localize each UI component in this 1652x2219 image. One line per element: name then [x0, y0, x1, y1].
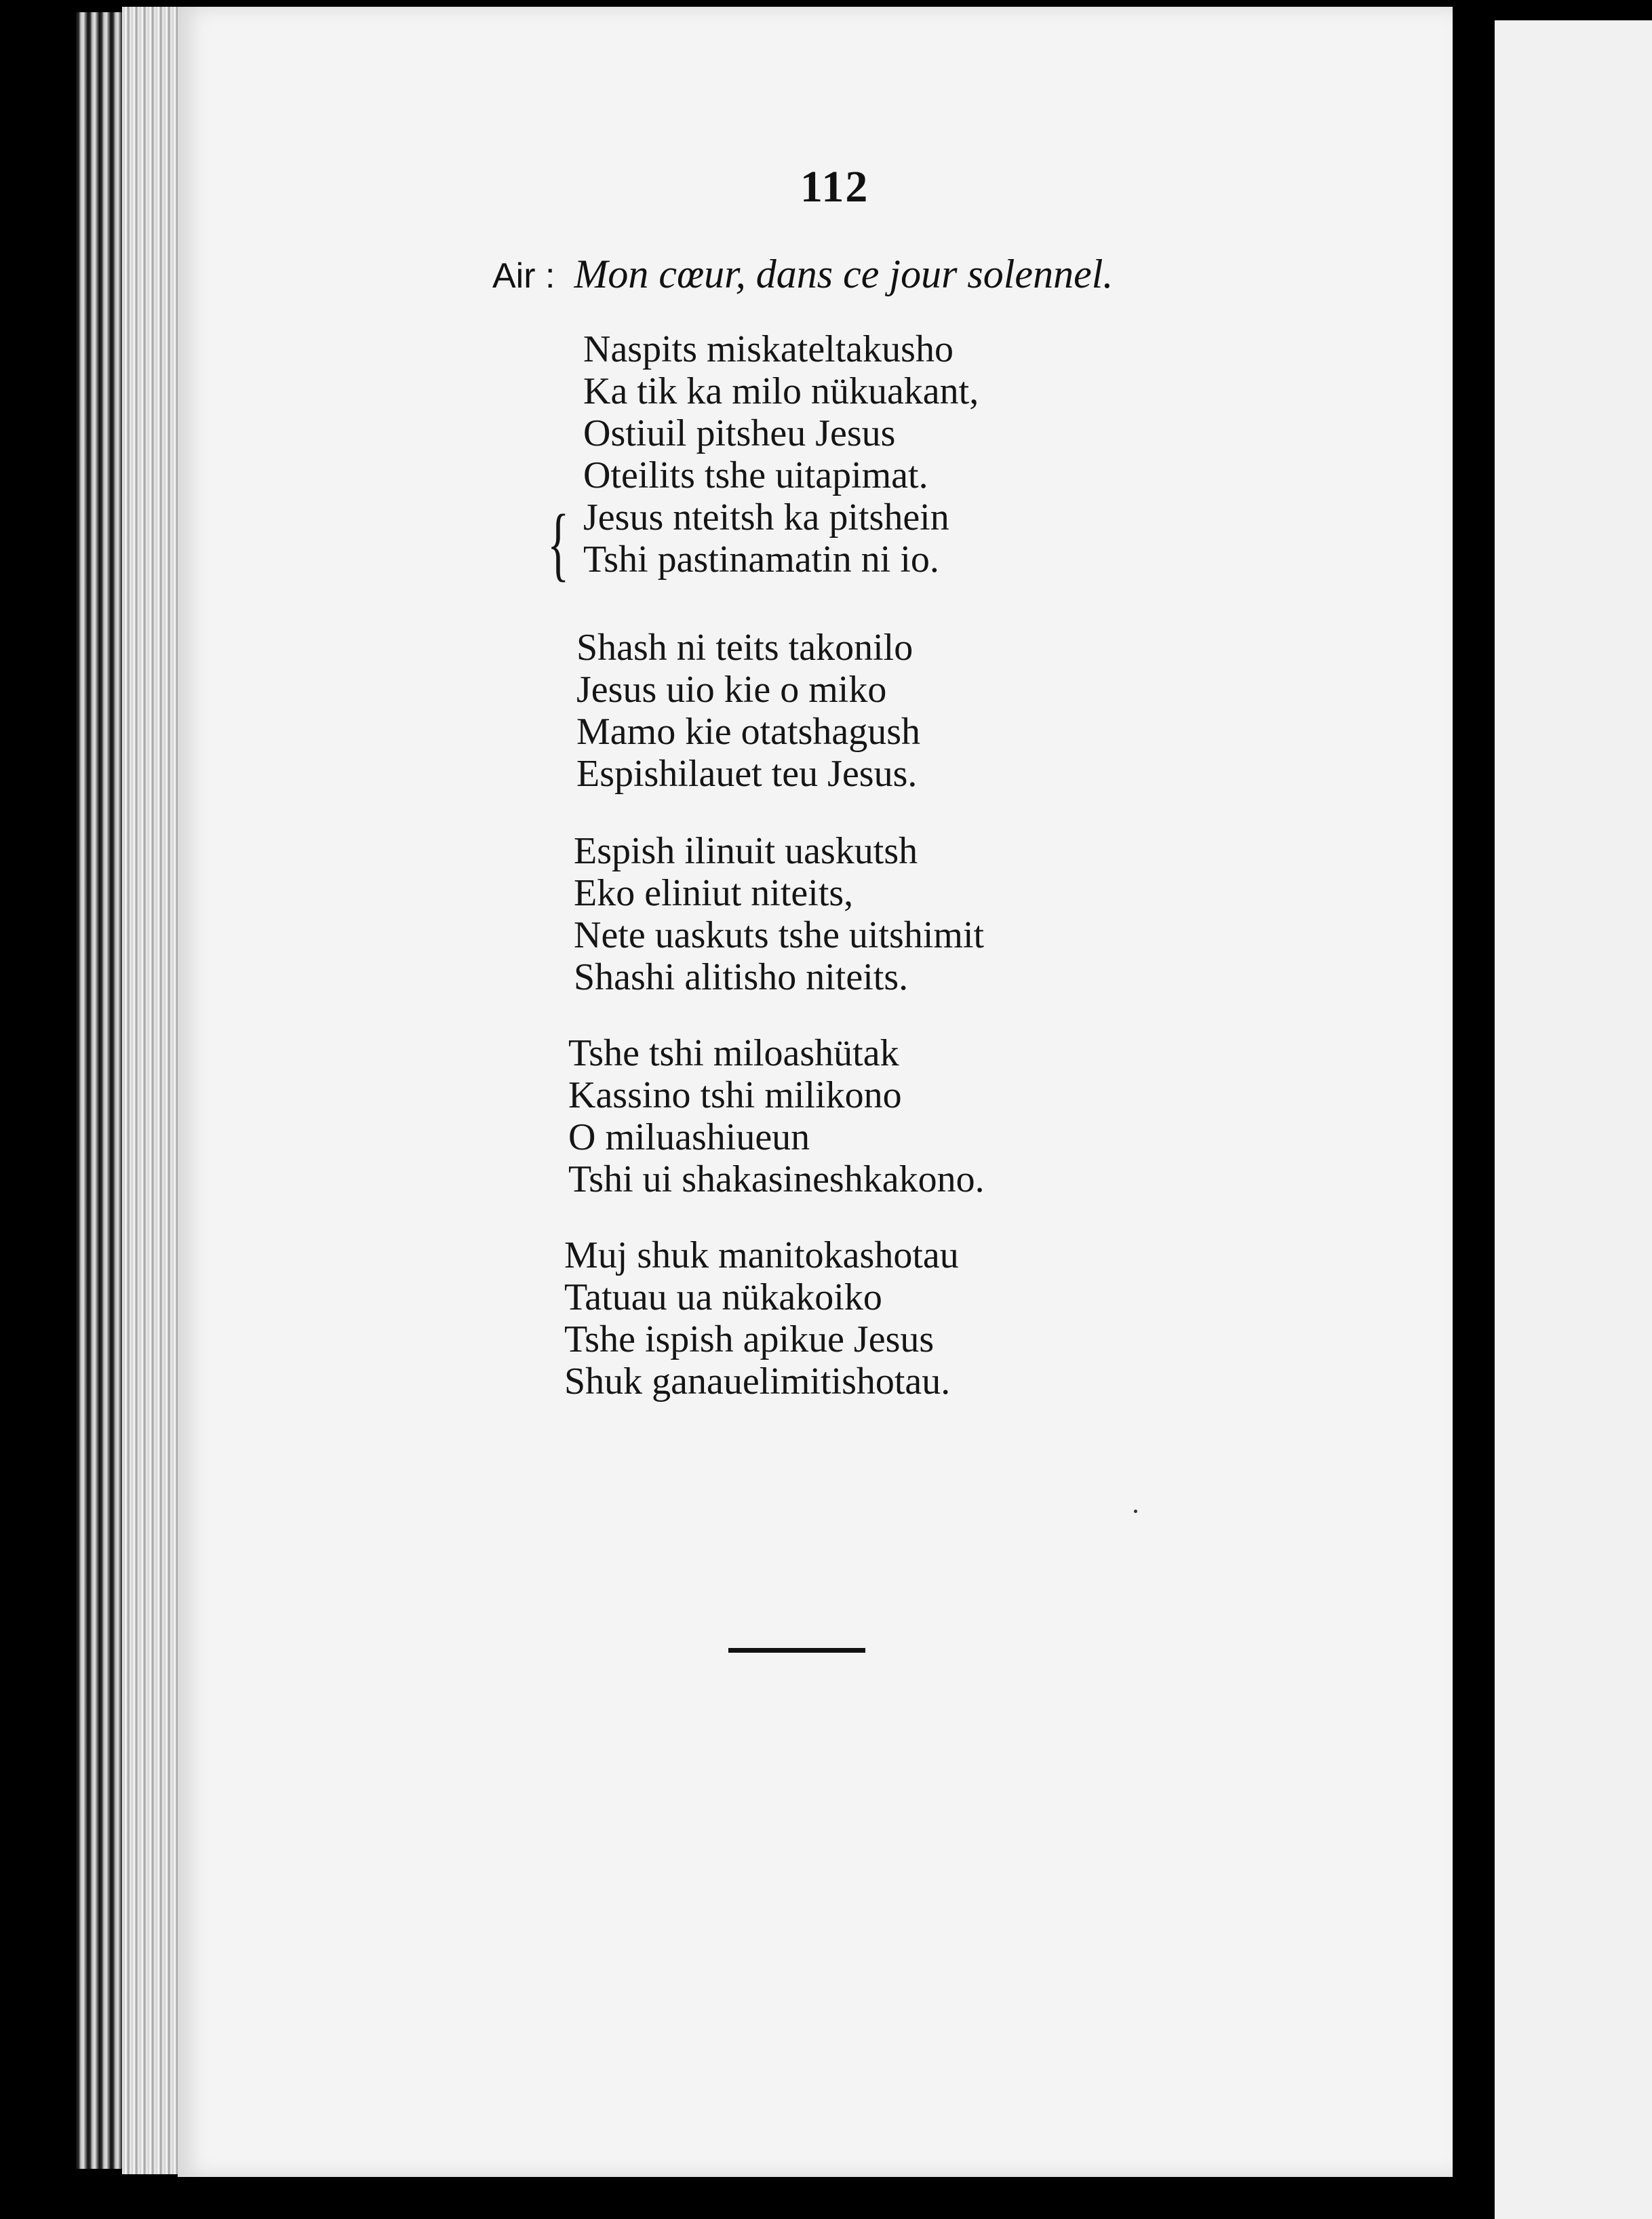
stanza-2: [576, 627, 920, 795]
facing-page-edge: [1495, 20, 1652, 2219]
verse-line: Kassino tshi milikono: [568, 1074, 902, 1116]
verse-line: Tshi pastinamatin ni io.: [583, 538, 939, 581]
verse-line: Tatuau ua nükakoiko: [564, 1276, 882, 1318]
verse-line: Oteilits tshe uitapimat.: [583, 454, 928, 496]
page-number: 112: [800, 162, 869, 212]
stanza-3: [574, 830, 984, 998]
verse-line: O miluashiueun: [568, 1116, 810, 1158]
verse-line: Jesus uio kie o miko: [576, 669, 887, 711]
verse-line: Mamo kie otatshagush: [576, 711, 921, 753]
book-page-edges-light: [122, 7, 179, 2174]
verse-line: Shuk ganauelimitishotau.: [564, 1360, 951, 1402]
air-tune-title: Mon cœur, dans ce jour solennel.: [574, 252, 1114, 296]
verse-line: Nete uaskuts tshe uitshimit: [574, 914, 985, 956]
verse-line: Jesus nteitsh ka pitshein: [583, 496, 949, 538]
verse-line: Muj shuk manitokashotau: [564, 1234, 959, 1276]
verse-line: Shash ni teits takonilo: [576, 627, 913, 669]
verse-line: Ostiuil pitsheu Jesus: [583, 412, 896, 454]
verse-line: Shashi alitisho niteits.: [574, 956, 909, 998]
verse-line: Espish ilinuit uaskutsh: [574, 830, 918, 872]
stanza-5: [564, 1234, 959, 1402]
air-label: Air :: [492, 256, 555, 296]
stanza-4: [568, 1032, 985, 1200]
verse-line: Espishilauet teu Jesus.: [576, 753, 918, 795]
stanza-1: [583, 328, 979, 581]
gutter: [1453, 0, 1495, 2219]
verse-line: Tshi ui shakasineshkakono.: [568, 1158, 985, 1200]
air-heading: [492, 251, 1113, 298]
end-rule: [728, 1648, 865, 1653]
verse-line: Tshe tshi miloashütak: [568, 1032, 899, 1074]
verse-line: Ka tik ka milo nükuakant,: [583, 370, 979, 412]
ink-speck: [1134, 1510, 1137, 1513]
verse-line: Tshe ispish apikue Jesus: [564, 1318, 935, 1360]
verse-line: Eko eliniut niteits,: [574, 872, 854, 914]
refrain-brace: {: [547, 498, 570, 589]
verse-line: Naspits miskateltakusho: [583, 328, 953, 370]
